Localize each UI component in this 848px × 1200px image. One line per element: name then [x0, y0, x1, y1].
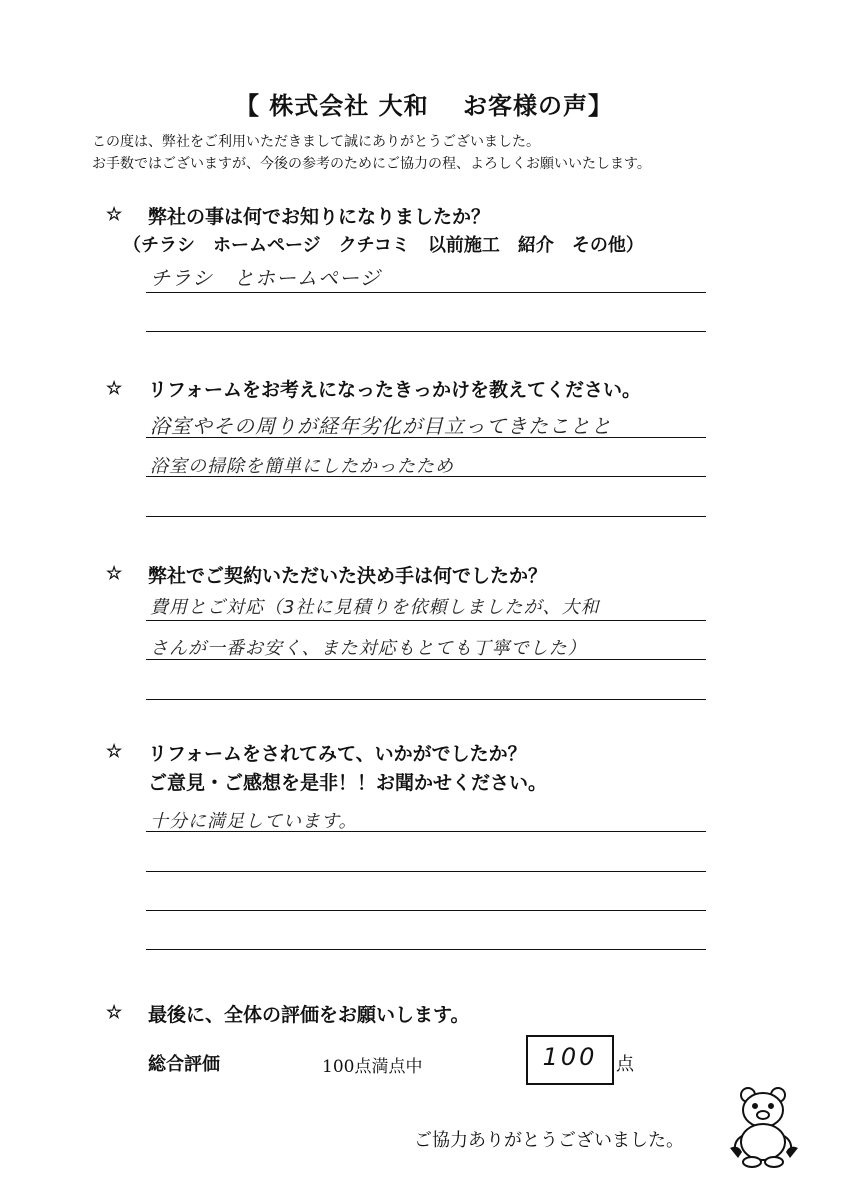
- answer-line: [146, 871, 706, 872]
- answer-line: [146, 476, 706, 477]
- star-icon: ☆: [106, 1002, 123, 1023]
- answer-line: [146, 516, 706, 517]
- star-icon: ☆: [106, 204, 123, 225]
- page-title: 【 株式会社 大和 お客様の声】: [234, 91, 614, 120]
- star-icon: ☆: [106, 563, 123, 584]
- answer-4-line-1: 十分に満足しています。: [150, 811, 358, 832]
- bear-mascot-icon: [728, 1086, 800, 1170]
- answer-line: [146, 437, 706, 438]
- answer-2-line-2: 浴室の掃除を簡単にしたかったため: [150, 456, 454, 477]
- rating-label: 総合評価: [148, 1054, 220, 1075]
- score-value: 100: [542, 1043, 598, 1071]
- answer-line: [146, 292, 706, 293]
- question-3: 弊社でご契約いただいた決め手は何でしたか？: [148, 565, 548, 587]
- answer-1-line-1: チラシ とホームページ: [150, 266, 381, 290]
- answer-3-line-2: さんが一番お安く、また対応もとても丁寧でした）: [150, 638, 587, 659]
- intro-line-1: この度は、弊社をご利用いただきまして誠にありがとうございました。: [92, 134, 540, 150]
- question-4: リフォームをされてみて、いかがでしたか？: [148, 743, 527, 765]
- answer-line: [146, 831, 706, 832]
- answer-line: [146, 699, 706, 700]
- answer-line: [146, 910, 706, 911]
- answer-line: [146, 331, 706, 332]
- answer-line: [146, 949, 706, 950]
- answer-line: [146, 659, 706, 660]
- question-5: 最後に、全体の評価をお願いします。: [148, 1004, 470, 1026]
- star-icon: ☆: [106, 378, 123, 399]
- question-2: リフォームをお考えになったきっかけを教えてください。: [148, 379, 642, 401]
- score-unit: 点: [616, 1054, 634, 1075]
- answer-3-line-1: 費用とご対応（3社に見積りを依頼しましたが、大和: [150, 597, 600, 618]
- question-4-sub: ご意見・ご感想を是非！！お聞かせください。: [148, 772, 548, 794]
- rating-scale: 100点満点中: [322, 1057, 423, 1077]
- question-1-options: （チラシ ホームページ クチコミ 以前施工 紹介 その他）: [123, 235, 644, 256]
- closing-message: ご協力ありがとうございました。: [414, 1130, 684, 1151]
- question-1: 弊社の事は何でお知りになりましたか？: [148, 206, 491, 228]
- intro-line-2: お手数ではございますが、今後の参考のためにご協力の程、よろしくお願いいたします。: [92, 156, 651, 172]
- answer-2-line-1: 浴室やその周りが経年劣化が目立ってきたことと: [150, 414, 612, 438]
- star-icon: ☆: [106, 741, 123, 762]
- answer-line: [146, 620, 706, 621]
